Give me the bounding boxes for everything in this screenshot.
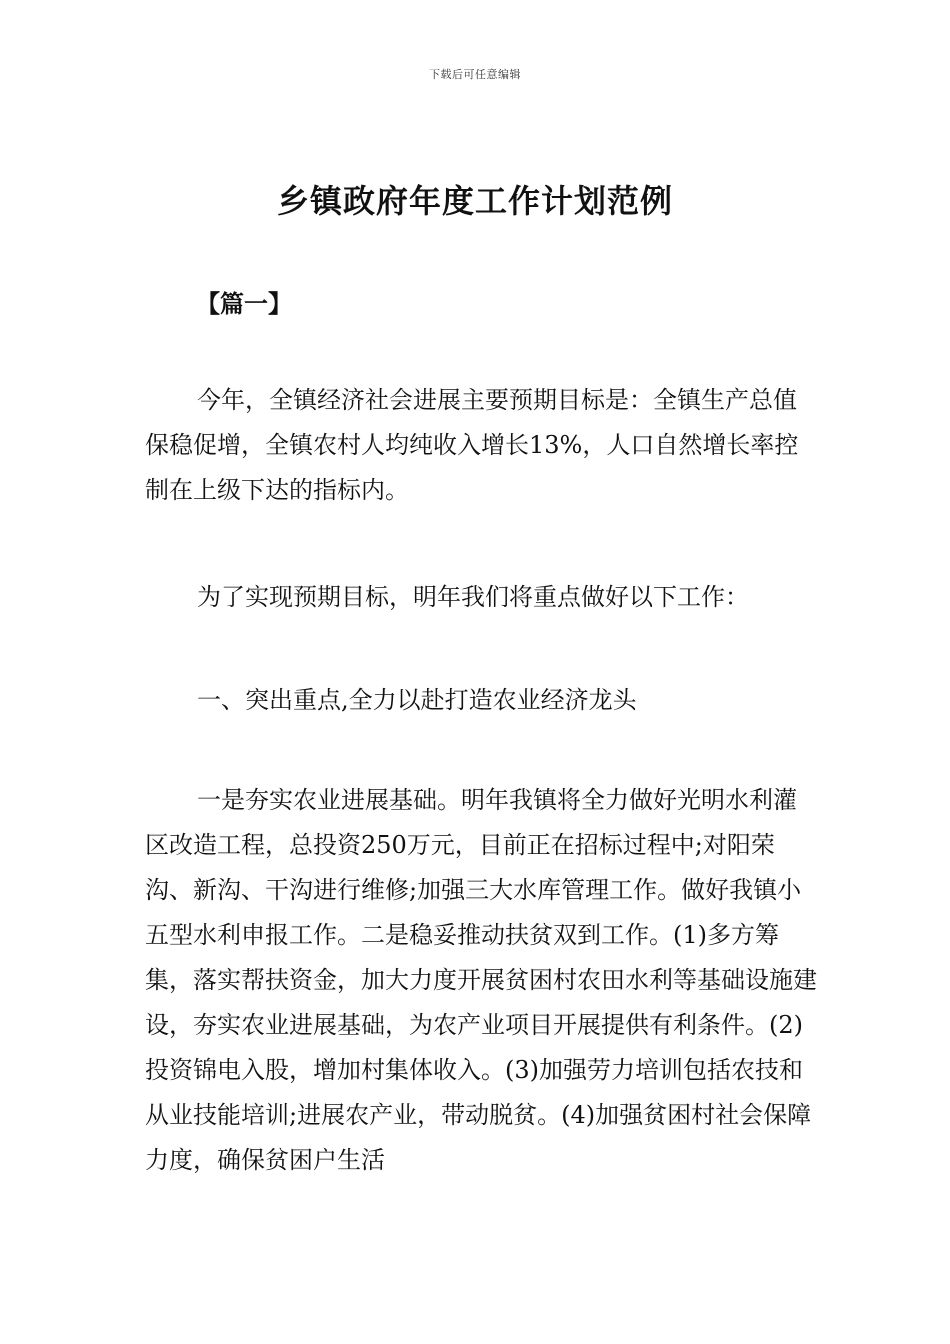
section-label: 【篇一】 [196,290,292,318]
paragraph-targets: 今年，全镇经济社会进展主要预期目标是：全镇生产总值保稳促增，全镇农村人均纯收入增长13%，人口自然增长率控制在上级下达的指标内。 [145,386,799,504]
paragraph-intro-tasks: 为了实现预期目标，明年我们将重点做好以下工作： [197,583,749,611]
paragraph-agriculture: 一是夯实农业进展基础。明年我镇将全力做好光明水利灌区改造工程，总投资250万元，目前正在招标过程中;对阳荣沟、新沟、干沟进行维修;加强三大水库管理工作。做好我镇小五型水利申报工作。二是稳妥推动扶贫双到工作。(1)多方筹集，落实帮扶资金，加大力度开展贫困村农田水利等基础设施建设，夯实农业进展基础，为农产业项目开展提供有利条件。(2)投资锦电入股，增加村集体收入。(3)加强劳力培训包括农技和从业技能培训;进展农产业，带动脱贫。(4)加强贫困村社会保障力度，确保贫困户生活 [145,786,817,1174]
header-note: 下载后可任意编辑 [429,68,521,81]
document-title: 乡镇政府年度工作计划范例 [276,182,673,220]
paragraph-heading-one: 一、突出重点,全力以赴打造农业经济龙头 [197,686,637,714]
